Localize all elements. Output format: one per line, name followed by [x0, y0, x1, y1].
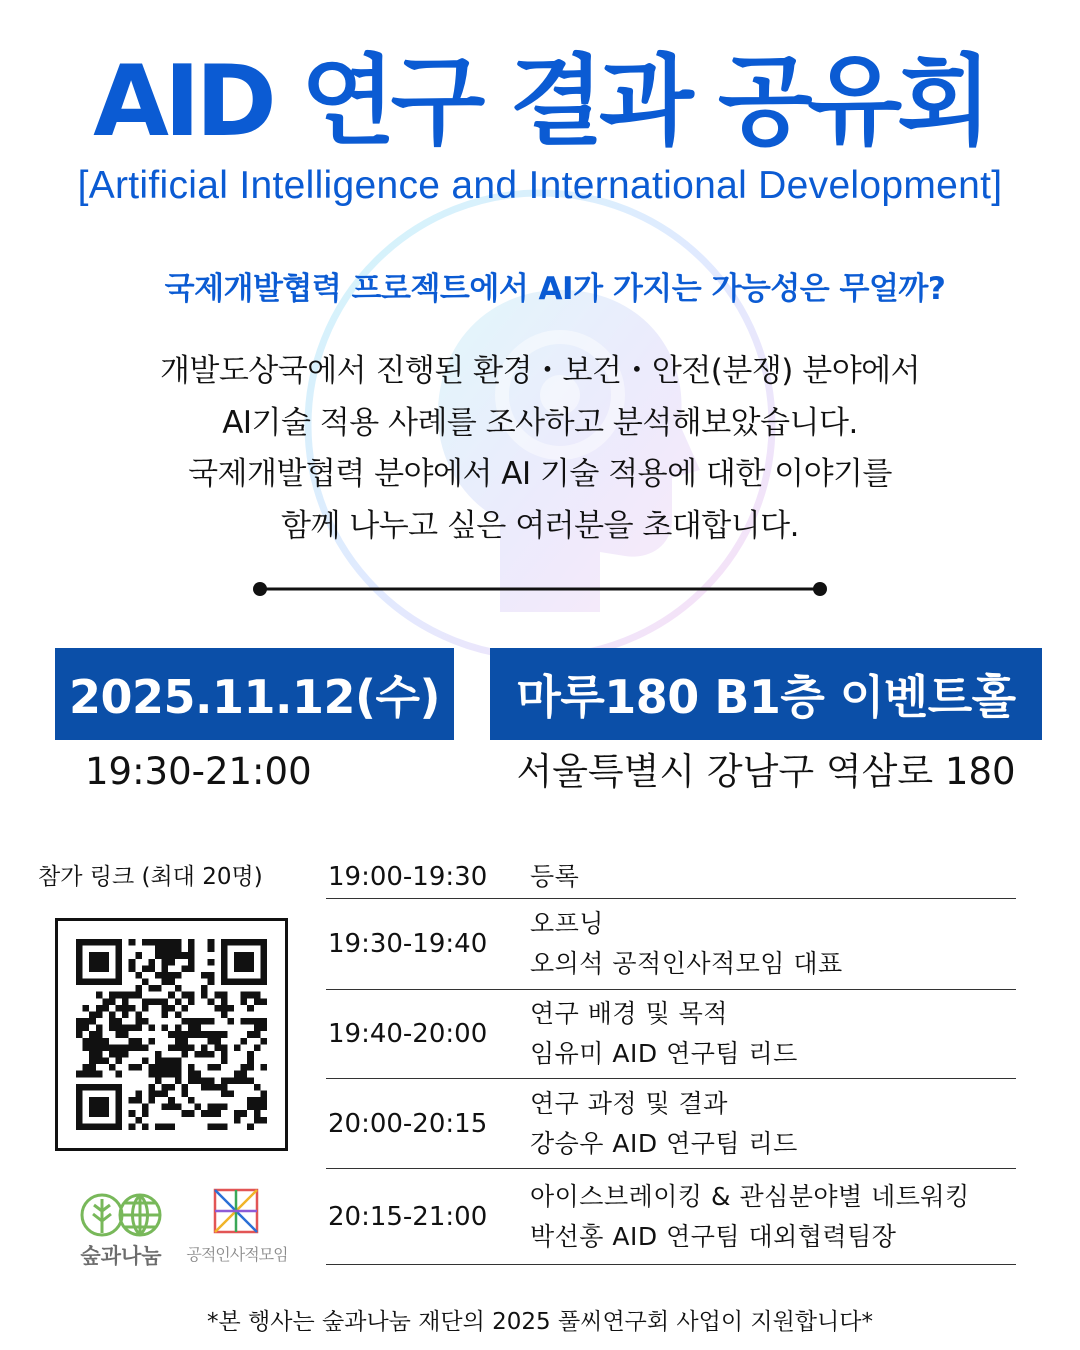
venue-address: 서울특별시 강남구 역삼로 180	[516, 750, 1016, 793]
intro-question: 국제개발협력 프로젝트에서 AI가 가지는 가능성은 무얼까?	[164, 271, 946, 307]
schedule-row	[326, 1079, 1016, 1169]
registration-qr-code[interactable]	[55, 918, 288, 1151]
qr-code-icon	[76, 939, 267, 1130]
schedule-item-title: 연구 배경 및 목적	[530, 999, 728, 1028]
schedule-item-speaker: 박선홍 AID 연구팀 대외협력팀장	[530, 1221, 897, 1251]
page-title: AID 연구 결과 공유회	[93, 45, 987, 159]
footer-note: *본 행사는 숲과나눔 재단의 2025 풀씨연구회 사업이 지원합니다*	[207, 1309, 873, 1335]
schedule-time: 19:40-20:00	[328, 1019, 488, 1049]
forest-logo-label: 숲과나눔	[80, 1244, 162, 1268]
schedule-time: 19:30-19:40	[328, 929, 488, 959]
square-logo-label: 공적인사적모임	[186, 1245, 288, 1264]
schedule-table	[326, 856, 1016, 1265]
schedule-time: 19:00-19:30	[328, 862, 488, 892]
event-venue-badge: 마루180 B1층 이벤트홀	[490, 648, 1042, 740]
schedule-row	[326, 990, 1016, 1079]
event-time: 19:30-21:00	[85, 750, 312, 793]
intro-description	[0, 346, 1080, 552]
schedule-item-title: 연구 과정 및 결과	[530, 1088, 728, 1118]
schedule-item-speaker: 강승우 AID 연구팀 리드	[530, 1128, 798, 1158]
intro-line: 함께 나누고 싶은 여러분을 초대합니다.	[281, 507, 799, 544]
schedule-time: 20:15-21:00	[328, 1201, 488, 1232]
schedule-row	[326, 899, 1016, 990]
page-subtitle: [Artificial Intelligence and International Development]	[77, 164, 1003, 207]
schedule-item-title: 오프닝	[530, 909, 604, 938]
schedule-item-speaker: 임유미 AID 연구팀 리드	[530, 1039, 798, 1068]
event-date-badge: 2025.11.12(수)	[55, 648, 454, 740]
intro-line: 국제개발협력 분야에서 AI 기술 적용에 대한 이야기를	[188, 456, 892, 492]
schedule-item-title: 등록	[530, 862, 580, 891]
schedule-row	[326, 856, 1016, 899]
schedule-item-speaker: 오의석 공적인사적모임 대표	[530, 949, 843, 978]
intro-line: 개발도상국에서 진행된 환경・보건・안전(분쟁) 분야에서	[159, 353, 921, 389]
square-logo-icon	[213, 1188, 259, 1234]
schedule-time: 20:00-20:15	[328, 1108, 488, 1139]
schedule-item-title: 아이스브레이킹 & 관심분야별 네트워킹	[530, 1181, 970, 1211]
intro-line: AI기술 적용 사례를 조사하고 분석해보았습니다.	[222, 404, 858, 441]
registration-label: 참가 링크 (최대 20명)	[38, 864, 263, 890]
section-divider	[252, 581, 828, 597]
schedule-row	[326, 1169, 1016, 1265]
